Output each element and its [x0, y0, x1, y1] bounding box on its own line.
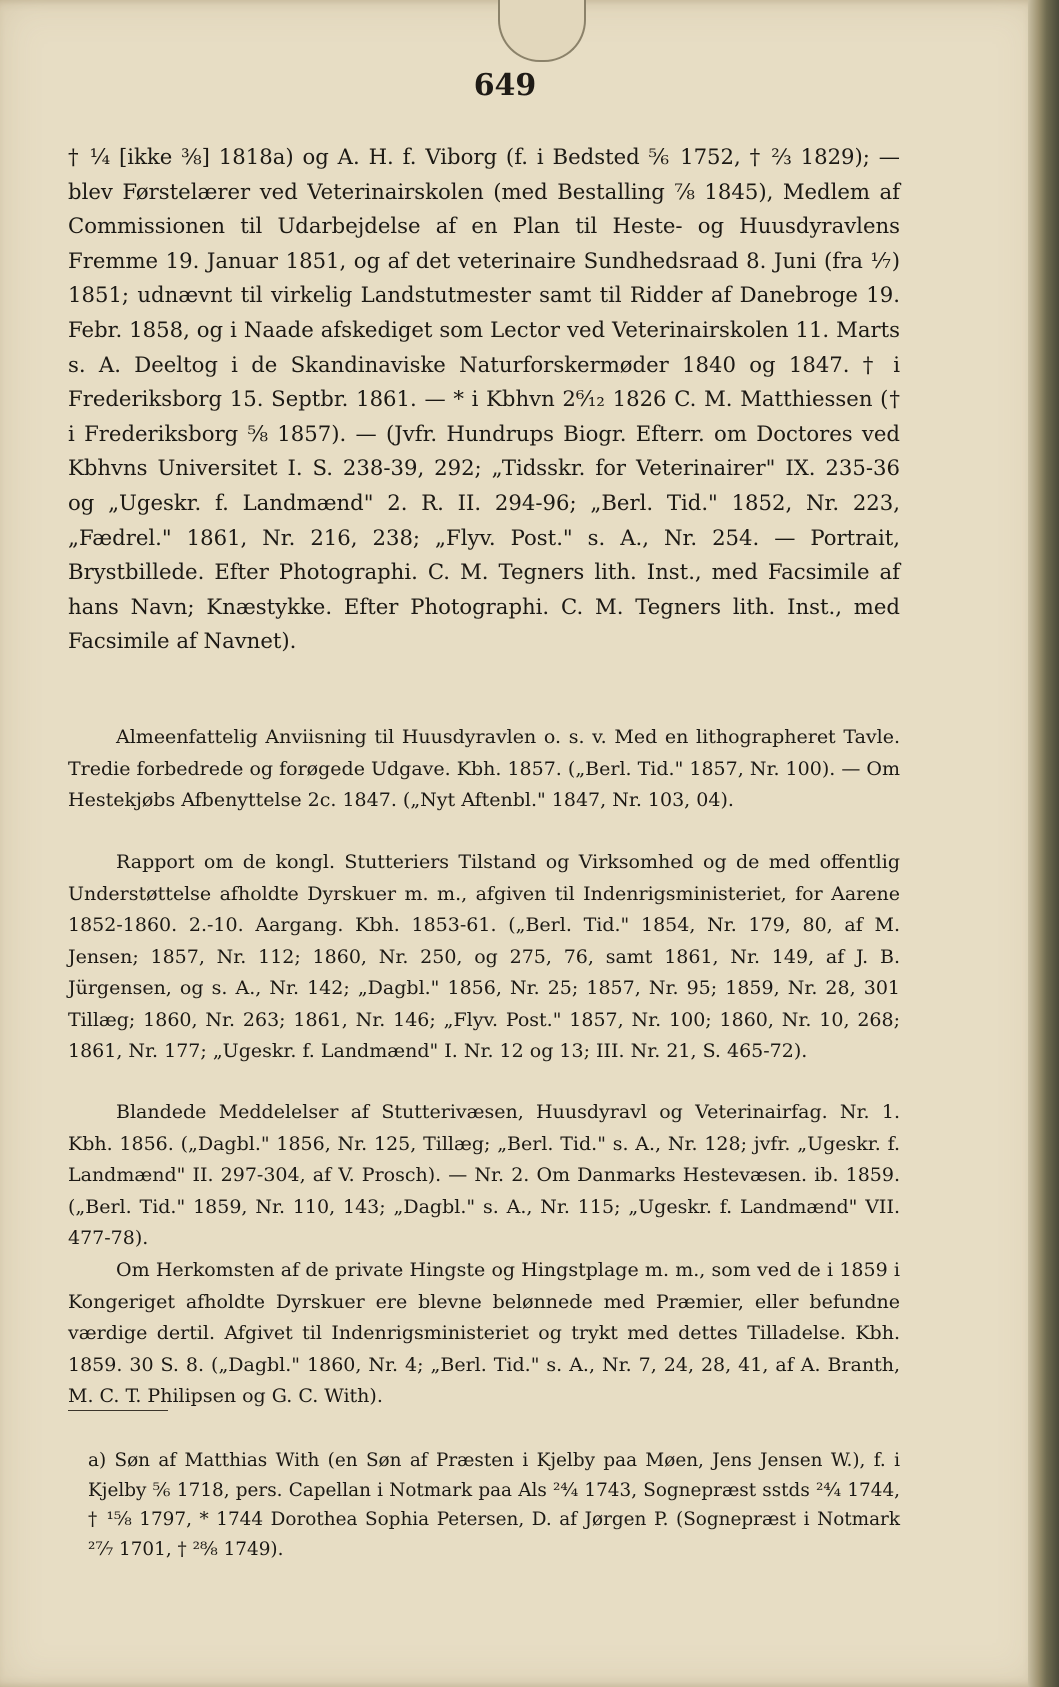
- work-entry-4: Om Herkomsten af de private Hingste og Hingstplage m. m., som ved de i 1859 i Kongeriget afholdte Dyrskuer ere blevne belønnede med Præmier, eller befundne værdige dertil. Afgivet til Indenrigsministeriet og trykt med dettes Tilladelse. Kbh. 1859. 30 S. 8. („Dagbl." 1860, Nr. 4; „Berl. Tid." s. A., Nr. 7, 24, 28, 41, af A. Branth, M. C. T. Philipsen og G. C. With).: [68, 1259, 900, 1407]
- book-spine-edge: [1028, 0, 1059, 1687]
- page-tab-marker: [498, 0, 586, 62]
- page-number: 649: [473, 68, 537, 103]
- work-entry-1: Almeenfattelig Anviisning til Huusdyravlen o. s. v. Med en lithographeret Tavle. Tredie forbedrede og forøgede Udgave. Kbh. 1857. („Berl. Tid." 1857, Nr. 100). — Om Hestekjøbs Afbenyttelse 2c. 1847. („Nyt Aftenbl." 1847, Nr. 103, 04).: [68, 726, 900, 811]
- footnote: a) Søn af Matthias With (en Søn af Præsten i Kjelby paa Møen, Jens Jensen W.), f. i Kjelby ⅚ 1718, pers. Capellan i Notmark paa Als ²⁴⁄₄ 1743, Sognepræst sstds ²⁴⁄₄ 1744, † ¹⁵⁄₈ 1797, * 1744 Dorothea Sophia Petersen, D. af Jørgen P. (Sognepræst i Notmark ²⁷⁄₇ 1701, † ²⁸⁄₈ 1749).: [88, 1450, 900, 1560]
- biography-entry: † ¼ [ikke ⅜] 1818a) og A. H. f. Viborg (f. i Bedsted ⅚ 1752, † ⅔ 1829); — blev Førstelærer ved Veterinairskolen (med Bestalling ⅞ 1845), Medlem af Commissionen til Udarbejdelse af en Plan til Heste- og Huusdyravlens Fremme 19. Januar 1851, og af det veterinaire Sundhedsraad 8. Juni (fra ⅐) 1851; udnævnt til virkelig Landstutmester samt til Ridder af Danebroge 19. Febr. 1858, og i Naade afskediget som Lector ved Veterinairskolen 11. Marts s. A. Deeltog i de Skandinaviske Naturforskermøder 1840 og 1847. † i Frederiksborg 15. Septbr. 1861. — * i Kbhvn 2⁶⁄₁₂ 1826 C. M. Matthiessen († i Frederiksborg ⅝ 1857). — (Jvfr. Hundrups Biogr. Efterr. om Doctores ved Kbhvns Universitet I. S. 238-39, 292; „Tidsskr. for Veterinairer" IX. 235-36 og „Ugeskr. f. Landmænd" 2. R. II. 294-96; „Berl. Tid." 1852, Nr. 223, „Fædrel." 1861, Nr. 216, 238; „Flyv. Post." s. A., Nr. 254. — Portrait, Brystbillede. Efter Photographi. C. M. Tegners lith. Inst., med Facsimile af hans Navn; Knæstykke. Efter Photographi. C. M. Tegners lith. Inst., med Facsimile af Navnet).: [68, 144, 900, 654]
- work-entry-3: Blandede Meddelelser af Stutterivæsen, Huusdyravl og Veterinairfag. Nr. 1. Kbh. 1856. („Dagbl." 1856, Nr. 125, Tillæg; „Berl. Tid." s. A., Nr. 128; jvfr. „Ugeskr. f. Landmænd" II. 297-304, af V. Prosch). — Nr. 2. Om Danmarks Hestevæsen. ib. 1859. („Berl. Tid." 1859, Nr. 110, 143; „Dagbl." s. A., Nr. 115; „Ugeskr. f. Landmænd" VII. 477-78).: [68, 1101, 900, 1249]
- footnote-divider: [68, 1410, 168, 1411]
- work-entry-2: Rapport om de kongl. Stutteriers Tilstand og Virksomhed og de med offentlig Understøttelse afholdte Dyrskuer m. m., afgiven til Indenrigsministeriet, for Aarene 1852-1860. 2.-10. Aargang. Kbh. 1853-61. („Berl. Tid." 1854, Nr. 179, 80, af M. Jensen; 1857, Nr. 112; 1860, Nr. 250, og 275, 76, samt 1861, Nr. 149, af J. B. Jürgensen, og s. A., Nr. 142; „Dagbl." 1856, Nr. 25; 1857, Nr. 95; 1859, Nr. 28, 301 Tillæg; 1860, Nr. 263; 1861, Nr. 146; „Flyv. Post." 1857, Nr. 100; 1860, Nr. 10, 268; 1861, Nr. 177; „Ugeskr. f. Landmænd" I. Nr. 12 og 13; III. Nr. 21, S. 465-72).: [68, 851, 900, 1062]
